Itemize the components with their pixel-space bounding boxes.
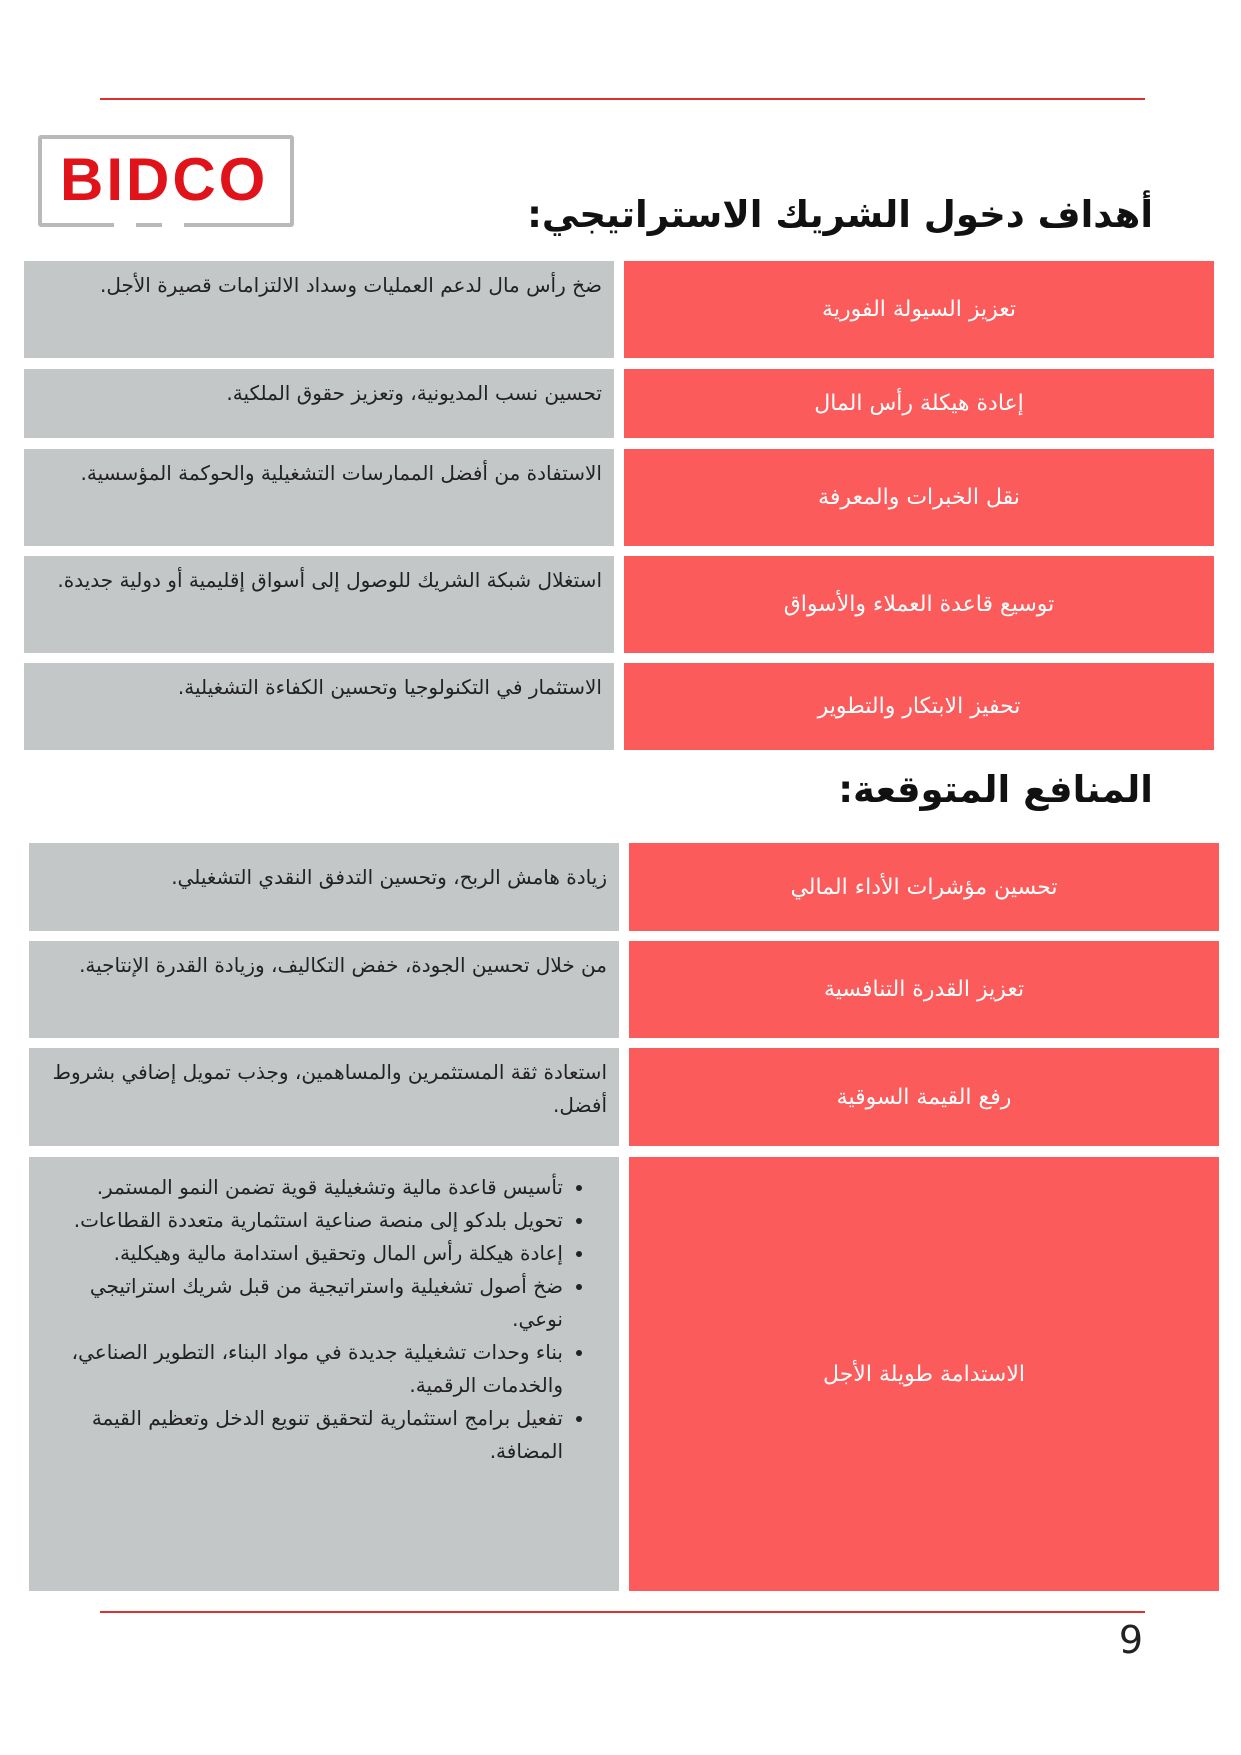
table-row	[24, 556, 1214, 653]
row-description	[29, 1157, 619, 1591]
table-row	[24, 663, 1214, 750]
table-row	[29, 843, 1219, 931]
row-description: من خلال تحسين الجودة، خفض التكاليف، وزيادة القدرة الإنتاجية.	[29, 941, 619, 1038]
row-label: تحسين مؤشرات الأداء المالي	[629, 843, 1219, 931]
bidco-logo	[38, 135, 294, 227]
row-description: تحسين نسب المديونية، وتعزيز حقوق الملكية.	[24, 369, 614, 438]
row-label: تعزيز السيولة الفورية	[624, 261, 1214, 358]
row-description: الاستثمار في التكنولوجيا وتحسين الكفاءة التشغيلية.	[24, 663, 614, 750]
logo-frame-gap	[114, 217, 136, 227]
row-description: الاستفادة من أفضل الممارسات التشغيلية والحوكمة المؤسسية.	[24, 449, 614, 546]
row-label: تعزيز القدرة التنافسية	[629, 941, 1219, 1038]
list-item: • بناء وحدات تشغيلية جديدة في مواد البناء، التطوير الصناعي، والخدمات الرقمية.	[41, 1336, 563, 1402]
table-row	[24, 369, 1214, 438]
list-item: • تفعيل برامج استثمارية لتحقيق تنويع الدخل وتعظيم القيمة المضافة.	[41, 1402, 563, 1468]
section1-heading: أهداف دخول الشريك الاستراتيجي:	[527, 193, 1153, 236]
logo-frame-gap	[162, 217, 184, 227]
row-label: الاستدامة طويلة الأجل	[629, 1157, 1219, 1591]
list-item: • تحويل بلدكو إلى منصة صناعية استثمارية متعددة القطاعات.	[41, 1204, 563, 1237]
table-row	[24, 449, 1214, 546]
table-row	[29, 1157, 1219, 1591]
table-row	[29, 941, 1219, 1038]
table-row	[24, 261, 1214, 358]
table-row	[29, 1048, 1219, 1146]
bullet-list	[41, 1171, 597, 1468]
page-number: 9	[1118, 1618, 1143, 1662]
row-label: تحفيز الابتكار والتطوير	[624, 663, 1214, 750]
top-rule	[100, 98, 1145, 100]
list-item: • ضخ أصول تشغيلية واستراتيجية من قبل شريك استراتيجي نوعي.	[41, 1270, 563, 1336]
row-label: توسيع قاعدة العملاء والأسواق	[624, 556, 1214, 653]
row-label: نقل الخبرات والمعرفة	[624, 449, 1214, 546]
row-label: رفع القيمة السوقية	[629, 1048, 1219, 1146]
list-item: • تأسيس قاعدة مالية وتشغيلية قوية تضمن النمو المستمر.	[41, 1171, 563, 1204]
list-item: • إعادة هيكلة رأس المال وتحقيق استدامة مالية وهيكلية.	[41, 1237, 563, 1270]
row-description: زيادة هامش الربح، وتحسين التدفق النقدي التشغيلي.	[29, 843, 619, 931]
bottom-rule	[100, 1611, 1145, 1613]
row-description: استعادة ثقة المستثمرين والمساهمين، وجذب تمويل إضافي بشروط أفضل.	[29, 1048, 619, 1146]
section2-heading: المنافع المتوقعة:	[838, 768, 1153, 811]
row-description: استغلال شبكة الشريك للوصول إلى أسواق إقليمية أو دولية جديدة.	[24, 556, 614, 653]
row-label: إعادة هيكلة رأس المال	[624, 369, 1214, 438]
row-description: ضخ رأس مال لدعم العمليات وسداد الالتزامات قصيرة الأجل.	[24, 261, 614, 358]
logo-text: BIDCO	[60, 146, 269, 213]
